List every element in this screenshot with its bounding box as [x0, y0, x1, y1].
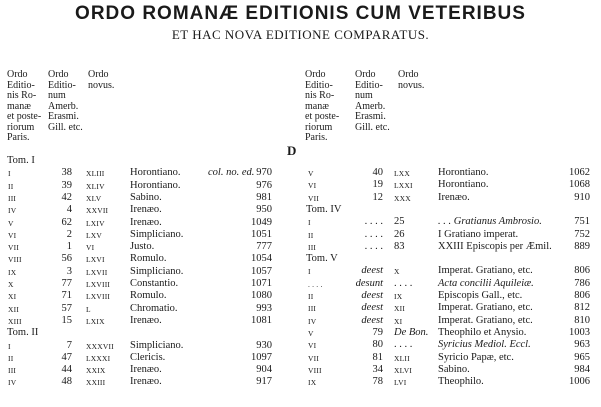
row-ordo-editionum: 81 — [372, 351, 383, 363]
row-ordo-editionum: 79 — [372, 326, 383, 338]
row-ordo-editionum: 15 — [61, 314, 72, 326]
row-recipient: Constantio. — [130, 278, 179, 289]
row-ordo-novus: IX — [394, 292, 403, 301]
page-title: ORDO ROMANÆ EDITIONIS CUM VETERIBUS — [75, 3, 526, 24]
row-ordo-novus: LXXXI — [86, 353, 111, 363]
row-page: 970 — [256, 167, 272, 179]
row-page: 1006 — [569, 376, 590, 388]
row-page: 904 — [256, 364, 272, 376]
row-page: 806 — [574, 290, 590, 301]
row-ordo-romanae: I — [8, 169, 11, 179]
row-recipient: Theophilo. — [438, 376, 484, 388]
row-ordo-editionum: . . . . — [364, 240, 383, 252]
row-ordo-novus: 25 — [394, 216, 405, 228]
row-recipient: Horontiano. — [438, 167, 489, 178]
row-ordo-novus: XLVI — [394, 365, 413, 375]
row-recipient: . . . Gratianus Ambrosio. — [438, 216, 542, 228]
row-ordo-novus: XXVII — [86, 206, 109, 216]
row-ordo-romanae: VI — [308, 341, 317, 351]
row-ordo-romanae: V — [308, 169, 314, 178]
row-ordo-novus: XLII — [394, 353, 410, 363]
row-recipient: XXIII Episcopis per Æmil. — [438, 240, 552, 252]
header-ordo-editionum-left: Ordo Editio- num Amerb. Erasmi. Gill. etc. — [48, 69, 83, 133]
row-page: 1081 — [251, 314, 272, 326]
row-ordo-romanae: V — [8, 218, 14, 228]
page-subtitle: ET HAC NOVA EDITIONE COMPARATUS. — [171, 27, 430, 42]
row-ordo-romanae: VII — [308, 353, 320, 363]
row-ordo-novus: XII — [394, 304, 406, 314]
row-page: 1068 — [569, 179, 590, 191]
row-ordo-editionum: 77 — [61, 278, 72, 289]
row-page: 1054 — [251, 253, 272, 265]
row-recipient: Syricio Papæ, etc. — [438, 351, 514, 363]
margin-letter: D — [287, 143, 297, 158]
row-ordo-romanae: V — [308, 328, 314, 338]
row-ordo-romanae: III — [8, 366, 17, 376]
row-page: 806 — [574, 265, 590, 277]
row-ordo-editionum: 71 — [61, 290, 72, 302]
row-recipient: Syricius Mediol. Eccl. — [438, 339, 531, 351]
row-recipient: Horontiano. — [130, 179, 181, 191]
row-ordo-romanae: I — [8, 341, 11, 351]
row-page: 889 — [574, 240, 590, 252]
row-recipient: I Gratiano imperat. — [438, 228, 519, 240]
row-ordo-editionum: 56 — [61, 253, 72, 265]
row-ordo-novus: 83 — [394, 240, 405, 252]
row-ordo-romanae: XIII — [8, 316, 22, 326]
row-ordo-novus: XLV — [86, 193, 102, 203]
row-page: 1080 — [251, 290, 272, 302]
row-recipient: Romulo. — [130, 290, 167, 302]
row-recipient: Horontiano. — [130, 167, 181, 179]
row-ordo-romanae: VI — [308, 181, 317, 191]
row-recipient: Simpliciano. — [130, 339, 184, 351]
row-page: 1057 — [251, 265, 272, 277]
row-page: 1071 — [251, 278, 272, 289]
row-ordo-novus: LVI — [394, 378, 407, 388]
row-ordo-novus: . . . . — [394, 339, 413, 351]
row-ordo-editionum: 48 — [61, 376, 72, 388]
row-ordo-editionum: 57 — [61, 302, 72, 314]
tom-heading: Tom. IV — [306, 203, 342, 215]
row-ordo-editionum: 1 — [66, 241, 72, 253]
row-recipient: Simpliciano. — [130, 228, 184, 240]
row-page: 777 — [256, 241, 272, 253]
row-ordo-novus: LXV — [86, 230, 103, 240]
row-page: 963 — [574, 339, 590, 351]
row-page: 930 — [256, 339, 272, 351]
row-page: 976 — [256, 179, 272, 191]
row-ordo-editionum: 62 — [61, 216, 72, 228]
row-ordo-romanae: XII — [8, 304, 20, 314]
row-ordo-novus: XXIII — [86, 378, 106, 388]
row-page: 910 — [574, 191, 590, 203]
row-ordo-romanae: III — [308, 242, 317, 252]
row-page: 984 — [574, 363, 590, 375]
row-ordo-novus: LXVII — [86, 267, 108, 277]
row-ordo-editionum: 34 — [372, 363, 383, 375]
row-ordo-romanae: II — [8, 181, 14, 191]
row-ordo-novus: LXVI — [86, 255, 105, 265]
row-ordo-editionum: . . . . — [364, 228, 383, 240]
row-ordo-novus: XLIV — [86, 181, 105, 191]
row-page: 1062 — [569, 167, 590, 178]
row-page: 752 — [574, 228, 590, 240]
row-ordo-novus: XLIII — [86, 169, 105, 179]
row-recipient: Imperat. Gratiano, etc. — [438, 265, 533, 277]
row-recipient: Irenæo. — [130, 204, 162, 216]
row-recipient: Sabino. — [130, 191, 162, 203]
row-ordo-romanae: II — [8, 353, 14, 363]
row-ordo-editionum: 47 — [61, 351, 72, 363]
row-ordo-romanae: I — [308, 218, 311, 228]
row-ordo-novus: X — [394, 267, 400, 277]
row-page: 810 — [574, 314, 590, 326]
row-ordo-editionum: 7 — [66, 339, 72, 351]
row-page: 1049 — [251, 216, 272, 228]
row-recipient: Simpliciano. — [130, 265, 184, 277]
row-ordo-editionum: 4 — [66, 204, 72, 216]
row-ordo-romanae: VI — [8, 230, 17, 240]
row-ordo-romanae: X — [8, 280, 14, 289]
row-ordo-novus: XI — [394, 316, 403, 326]
header-ordo-romanae-right: Ordo Editio- nis Ro- manæ et poste- riorum Paris. — [305, 69, 340, 143]
row-recipient: Justo. — [130, 241, 155, 253]
row-ordo-romanae: II — [308, 292, 314, 301]
row-ordo-editionum: 12 — [372, 191, 383, 203]
row-ordo-romanae: III — [8, 193, 17, 203]
row-ordo-novus: XXX — [394, 193, 411, 203]
row-ordo-novus: De Bon. — [394, 326, 429, 338]
row-page: 751 — [574, 216, 590, 228]
row-recipient: Sabino. — [438, 363, 470, 375]
row-recipient: Irenæo. — [130, 314, 162, 326]
row-ordo-romanae: III — [308, 304, 317, 314]
header-ordo-editionum-right: Ordo Editio- num Amerb. Erasmi. Gill. etc. — [355, 69, 390, 133]
row-ordo-editionum: 42 — [61, 191, 72, 203]
row-page: 1003 — [569, 326, 590, 338]
row-ordo-editionum: deest — [361, 265, 383, 277]
row-note: col. no. ed. — [208, 167, 255, 179]
row-ordo-novus: XXXVII — [86, 341, 114, 351]
row-page: 981 — [256, 191, 272, 203]
row-ordo-romanae: I — [308, 267, 311, 277]
row-recipient: Horontiano. — [438, 179, 489, 191]
tom-heading: Tom. V — [306, 253, 338, 265]
row-ordo-editionum: 39 — [61, 179, 72, 191]
row-ordo-editionum: 3 — [66, 265, 72, 277]
row-ordo-editionum: 44 — [61, 364, 72, 376]
row-ordo-editionum: 2 — [66, 228, 72, 240]
row-recipient: Clericis. — [130, 351, 166, 363]
row-ordo-novus: LXXI — [394, 181, 413, 191]
row-ordo-editionum: deest — [361, 314, 383, 326]
row-ordo-romanae: VII — [308, 193, 320, 203]
row-recipient: Romulo. — [130, 253, 167, 265]
row-ordo-editionum: 40 — [372, 167, 383, 178]
row-ordo-novus: VI — [86, 243, 95, 253]
row-ordo-novus: 26 — [394, 228, 405, 240]
tom-heading: Tom. I — [7, 155, 35, 166]
row-ordo-novus: XXIX — [86, 366, 106, 376]
row-ordo-romanae: VIII — [308, 365, 322, 375]
row-ordo-novus: LXVIII — [86, 292, 111, 302]
row-ordo-novus: L — [86, 304, 91, 314]
row-ordo-romanae: XI — [8, 292, 17, 302]
row-ordo-novus: LXX — [394, 169, 411, 178]
row-recipient: Theophilo et Anysio. — [438, 326, 527, 338]
row-ordo-editionum: desunt — [355, 277, 383, 289]
row-ordo-editionum: deest — [361, 302, 383, 314]
row-ordo-editionum: 80 — [372, 339, 383, 351]
row-page: 1097 — [251, 351, 272, 363]
row-ordo-editionum: 19 — [372, 179, 383, 191]
row-page: 965 — [574, 351, 590, 363]
row-recipient: Irenæo. — [130, 364, 162, 376]
row-ordo-editionum: deest — [361, 290, 383, 301]
row-ordo-novus: LXVIII — [86, 280, 111, 289]
row-page: 786 — [574, 277, 590, 289]
row-ordo-romanae: VII — [8, 243, 20, 253]
row-ordo-romanae: IX — [308, 378, 317, 388]
row-recipient: Irenæo. — [130, 376, 162, 388]
row-ordo-editionum: . . . . — [364, 216, 383, 228]
row-recipient: Imperat. Gratiano, etc. — [438, 302, 533, 314]
row-ordo-romanae: IV — [8, 206, 17, 216]
row-recipient: Irenæo. — [438, 191, 470, 203]
row-page: 950 — [256, 204, 272, 216]
row-ordo-romanae: II — [308, 230, 314, 240]
header-ordo-novus-left: Ordo novus. — [88, 69, 115, 91]
row-page: 812 — [574, 302, 590, 314]
row-recipient: Acta concilii Aquileiæ. — [438, 277, 534, 289]
row-ordo-romanae: IX — [8, 267, 17, 277]
row-ordo-romanae: VIII — [8, 255, 22, 265]
row-ordo-romanae: . . . . — [308, 279, 323, 289]
row-recipient: Irenæo. — [130, 216, 162, 228]
row-ordo-romanae: IV — [8, 378, 17, 388]
row-ordo-novus: . . . . — [394, 277, 413, 289]
row-ordo-romanae: IV — [308, 316, 317, 326]
row-ordo-novus: LXIX — [86, 316, 105, 326]
row-recipient: Episcopis Gall., etc. — [438, 290, 523, 301]
header-ordo-romanae-left: Ordo Editio- nis Ro- manæ et poste- riorum Paris. — [7, 69, 42, 143]
row-page: 1051 — [251, 228, 272, 240]
row-recipient: Imperat. Gratiano, etc. — [438, 314, 533, 326]
row-ordo-editionum: 78 — [372, 376, 383, 388]
row-page: 993 — [256, 302, 272, 314]
row-ordo-editionum: 38 — [61, 167, 72, 179]
tom-heading: Tom. II — [7, 327, 39, 339]
row-page: 917 — [256, 376, 272, 388]
header-ordo-novus-right: Ordo novus. — [398, 69, 425, 91]
row-recipient: Chromatio. — [130, 302, 178, 314]
row-ordo-novus: LXIV — [86, 218, 105, 228]
